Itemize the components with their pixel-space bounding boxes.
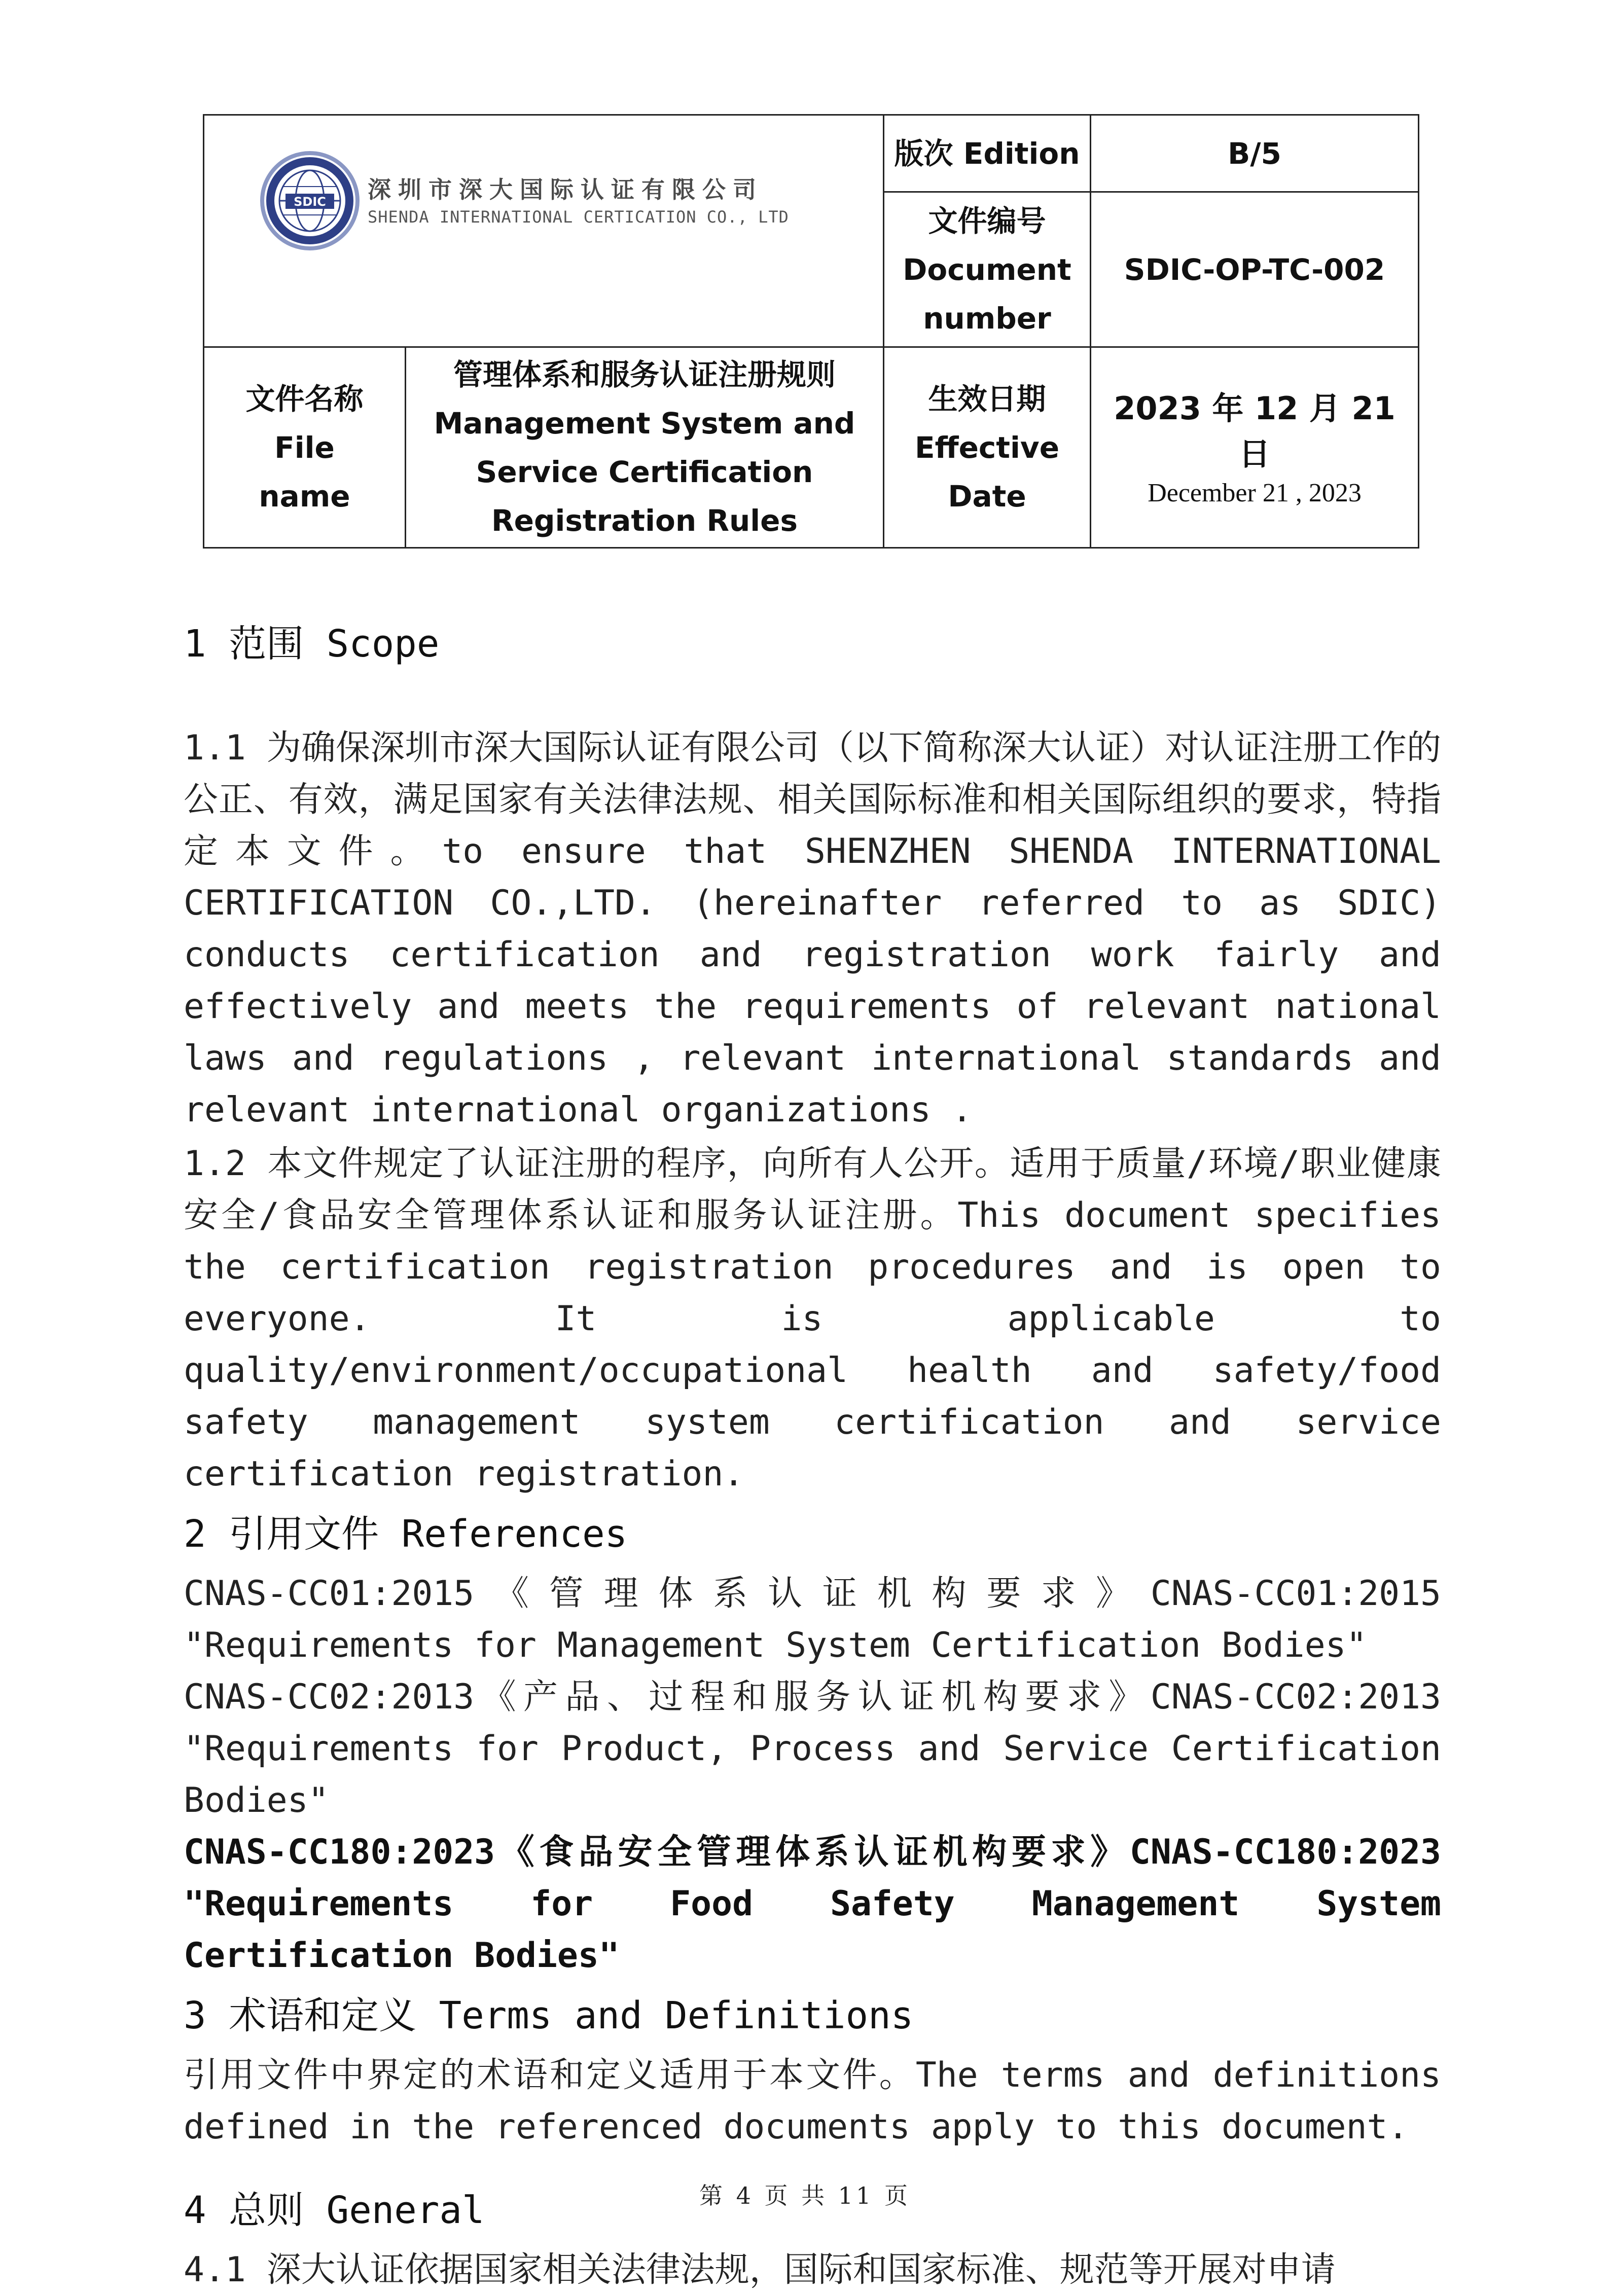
edition-label: 版次 Edition [884,115,1091,192]
logo-text [368,173,789,228]
paragraph-4-1: 4.1 深大认证依据国家相关法律法规，国际和国家标准、规范等开展对申请 [184,2250,1336,2290]
section-2-heading: 2 引用文件 References [184,1512,628,1556]
paragraph-1-1: 1.1 为确保深圳市深大国际认证有限公司（以下简称深大认证）对认证注册工作的公正、有效，满足国家有关法律法规、相关国际标准和相关国际组织的要求，特指定本文件。to ensure that SHENZHEN SHENDA INTERNATIONAL CERTIFICATION CO.,LTD. (hereinafter referred to as SDIC) conducts certification and registration work fairly and effectively and meets the requirements of relevant national laws and regulations , relevant international standards and relevant international organizations . [184,728,1441,1130]
edition-value: B/5 [1091,115,1419,192]
document-number-label [884,192,1091,347]
logo-cell [204,115,884,347]
effective-date-value [1091,347,1419,548]
effective-date-cn: 2023 年 12 月 21 日 [1114,389,1396,472]
document-header-table [203,114,1419,549]
reference-cnas-cc180: CNAS-CC180:2023《食品安全管理体系认证机构要求》CNAS-CC180:2023 "Requirements for Food Safety Management System Certification Bodies" [184,1832,1441,1976]
file-name-value-cn: 管理体系和服务认证注册规则 [453,357,836,392]
section-4-heading: 4 总则 General [184,2189,485,2232]
sdic-seal-icon [259,150,361,251]
section-3-heading: 3 术语和定义 Terms and Definitions [184,1994,914,2037]
effective-date-label-cn: 生效日期 [928,381,1046,416]
document-number-label-en-1: Document [903,252,1071,287]
paragraph-3: 引用文件中界定的术语和定义适用于本文件。The terms and definitions defined in the referenced documents apply to this document. [184,2055,1441,2147]
document-number-label-en-2: number [923,301,1051,336]
file-name-value-en-1: Management System and [434,406,855,441]
reference-cnas-cc02: CNAS-CC02:2013《产品、过程和服务认证机构要求》CNAS-CC02:2013 "Requirements for Product, Process and Service Certification Bodies" [184,1677,1441,1820]
file-name-value-en-2: Service Certification [476,454,813,489]
company-name-en: SHENDA INTERNATIONAL CERTICATION CO., LTD [368,207,789,227]
document-number-label-cn: 文件编号 [928,203,1046,238]
company-name-cn: 深圳市深大国际认证有限公司 [368,175,763,203]
seal-badge-text: SDIC [294,194,326,209]
effective-date-label-en-2: Date [948,479,1026,514]
paragraph-1-2: 1.2 本文件规定了认证注册的程序，向所有人公开。适用于质量/环境/职业健康安全/食品安全管理体系认证和服务认证注册。This document specifies the certification registration procedures and is open to everyone. It is applicable to quality/environment/occupational health and safety/food safety management system certification and service certification registration. [184,1144,1441,1494]
file-name-value [406,347,884,548]
company-logo [213,150,874,251]
file-name-label-line-1: 文件名称 File [245,381,364,465]
document-body [184,616,1441,2296]
file-name-label [204,347,406,548]
reference-cnas-cc01: CNAS-CC01:2015《管理体系认证机构要求》CNAS-CC01:2015 "Requirements for Management System Certification Bodies" [184,1574,1441,1665]
document-number-value: SDIC-OP-TC-002 [1091,192,1419,347]
file-name-label-line-2: name [259,479,350,514]
file-name-value-en-3: Registration Rules [491,503,798,538]
effective-date-label [884,347,1091,548]
page-number: 第 4 页 共 11 页 [699,2182,911,2209]
effective-date-label-en-1: Effective [914,430,1060,465]
section-1-heading: 1 范围 Scope [184,622,440,666]
effective-date-en: December 21 , 2023 [1148,478,1362,507]
